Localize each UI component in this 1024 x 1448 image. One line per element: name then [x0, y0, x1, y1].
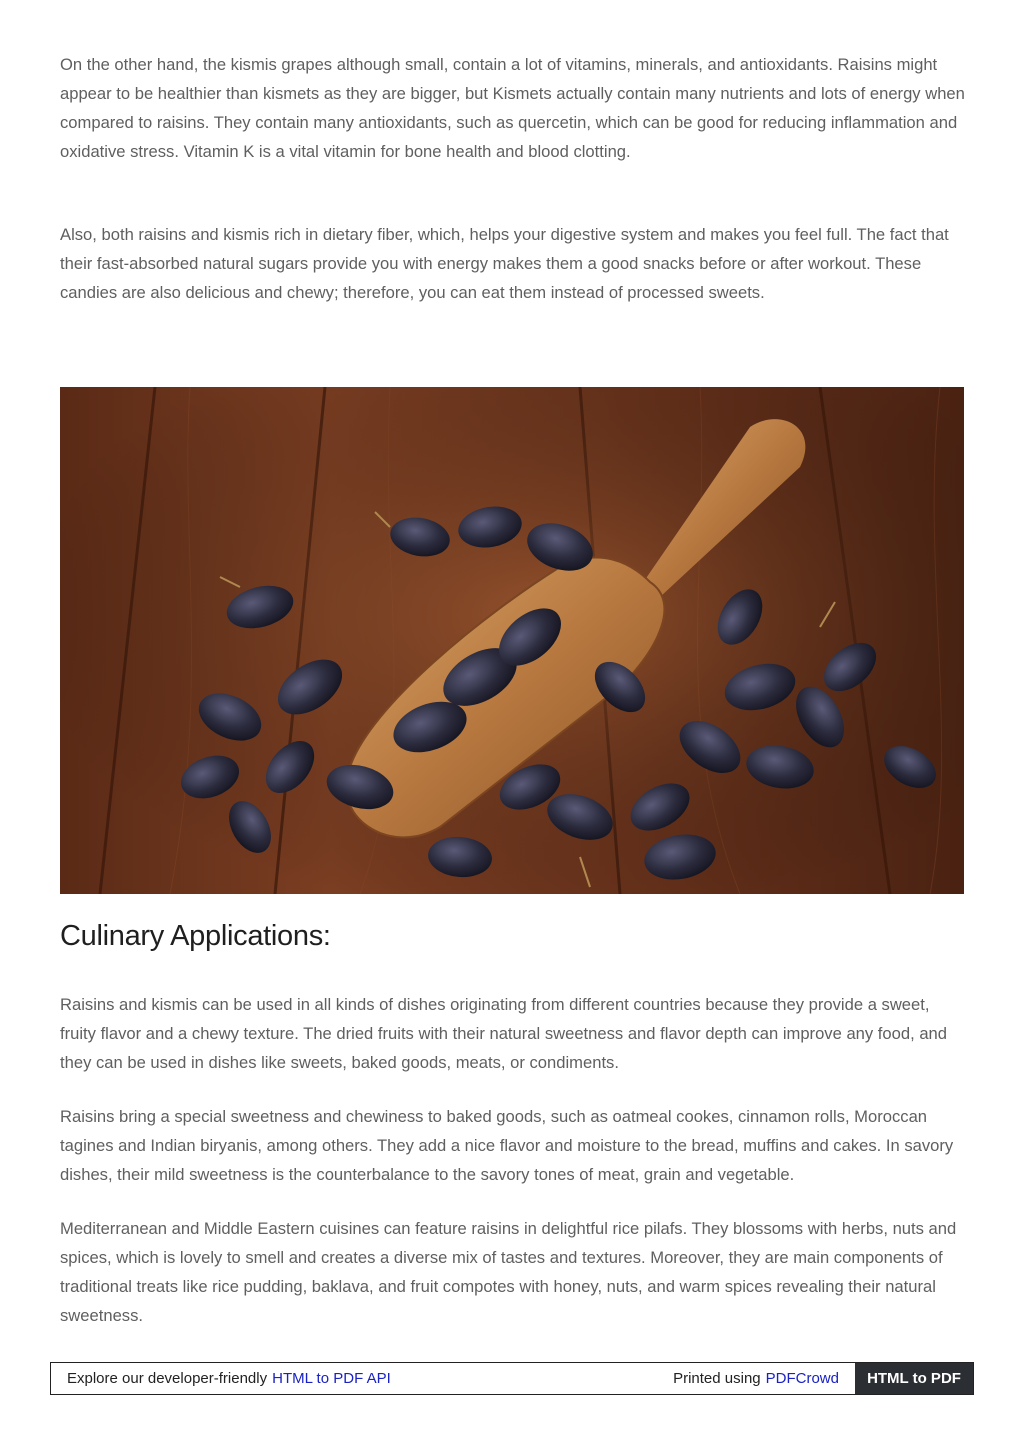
paragraph-kismis-nutrients: On the other hand, the kismis grapes although small, contain a lot of vitamins, minerals, and antioxidants. Raisins might appear to be healthier than kismets as they are bigger, but Kismets actually contain many nutrients and lots of energy when compared to raisins. They contain many antioxidants, such as quercetin, which can be good for reducing inflammation and oxidative stress. Vitamin K is a vital vitamin for bone health and blood clotting. — [60, 55, 965, 161]
footer-explore-text: Explore our developer-friendly — [67, 1370, 268, 1387]
pdfcrowd-link[interactable]: PDFCrowd — [765, 1370, 839, 1387]
raisins-scoop-illustration — [60, 387, 964, 894]
pdfcrowd-footer — [50, 1362, 974, 1395]
footer-explore — [51, 1363, 673, 1394]
footer-printed-text: Printed using — [673, 1370, 761, 1387]
paragraph-baked-goods: Raisins bring a special sweetness and chewiness to baked goods, such as oatmeal cookes, cinnamon rolls, Moroccan tagines and Indian biryanis, among others. They add a nice flavor and moisture to the bread, muffins and cakes. In savory dishes, their mild sweetness is the counterbalance to the savory tones of meat, grain and vegetable. — [60, 1107, 954, 1184]
html-to-pdf-button[interactable]: HTML to PDF — [855, 1363, 973, 1394]
paragraph-mediterranean: Mediterranean and Middle Eastern cuisines can feature raisins in delightful rice pilafs. They blossoms with herbs, nuts and spices, which is lovely to smell and creates a diverse mix of tastes and textures. Moreover, they are main components of traditional treats like rice pudding, baklava, and fruit compotes with honey, nuts, and warm spices revealing their natural sweetness. — [60, 1219, 957, 1325]
paragraph-dietary-fiber: Also, both raisins and kismis rich in dietary fiber, which, helps your digestive system and makes you feel full. The fact that their fast-absorbed natural sugars provide you with energy makes them a good snacks before or after workout. These candies are also delicious and chewy; therefore, you can eat them instead of processed sweets. — [60, 225, 949, 302]
paragraph-culinary-intro: Raisins and kismis can be used in all kinds of dishes originating from different countries because they provide a sweet, fruity flavor and a chewy texture. The dried fruits with their natural sweetness and flavor depth can improve any food, and they can be used in dishes like sweets, baked goods, meats, or condiments. — [60, 995, 948, 1072]
footer-printed — [673, 1363, 855, 1394]
section-heading: Culinary Applications: — [60, 920, 331, 952]
html-to-pdf-api-link[interactable]: HTML to PDF API — [272, 1370, 391, 1387]
raisins-scoop-photo — [60, 387, 964, 894]
